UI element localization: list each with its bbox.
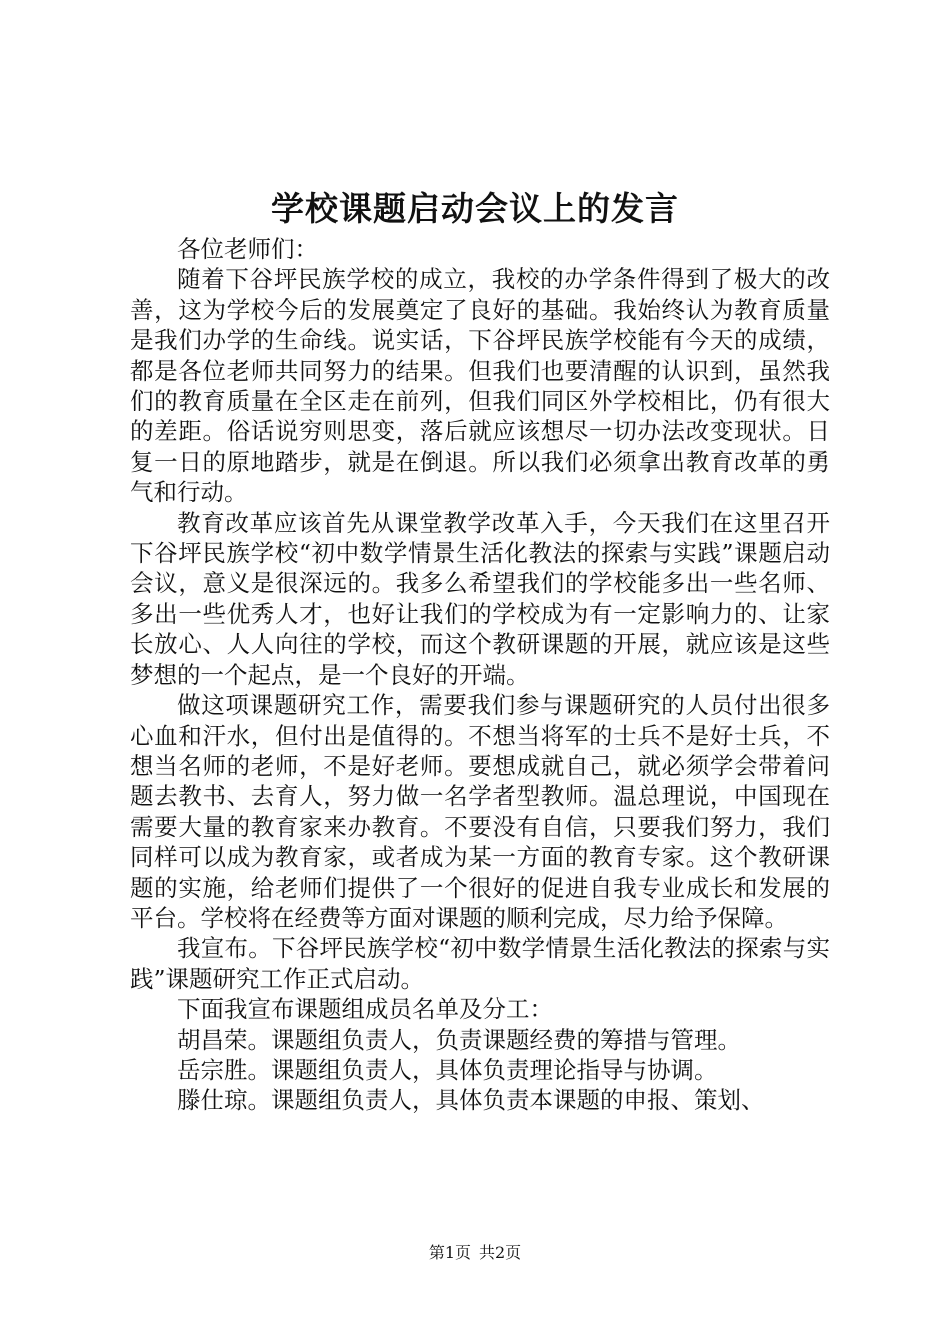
page-footer [0,1242,950,1264]
salutation-paragraph: 各位老师们： [177,235,318,263]
document-title: 学校课题启动会议上的发言 [271,189,679,228]
body-paragraph: 教育改革应该首先从课堂教学改革入手，今天我们在这里召开下谷坪民族学校“初中数学情景生活化教法的探索与实践”课题启动会议，意义是很深远的。我多么希望我们的学校能多出一些名师、多出一些优秀人才，也好让我们的学校成为有一定影响力的、让家长放心、人人向往的学校，而这个教研课题的开展，就应该是这些梦想的一个起点，是一个良好的开端。 [130,508,830,689]
body-paragraph: 做这项课题研究工作，需要我们参与课题研究的人员付出很多心血和汗水，但付出是值得的。不想当将军的士兵不是好士兵，不想当名师的老师，不是好老师。要想成就自己，就必须学会带着问题去教书、去育人，努力做一名学者型教师。温总理说，中国现在需要大量的教育家来办教育。不要没有自信，只要我们努力，我们同样可以成为教育家，或者成为某一方面的教育专家。这个教研课题的实施，给老师们提供了一个很好的促进自我专业成长和发展的平台。学校将在经费等方面对课题的顺利完成，尽力给予保障。 [130,691,830,932]
member-list-item: 岳宗胜。课题组负责人，具体负责理论指导与协调。 [177,1055,718,1084]
document-body [130,234,830,1116]
page-total: 共2页 [479,1243,522,1262]
member-list-item: 滕仕琼。课题组负责人，具体负责本课题的申报、策划、 [177,1086,765,1115]
member-list-intro: 下面我宣布课题组成员名单及分工： [177,995,553,1024]
announcement-paragraph: 我宣布。下谷坪民族学校“初中数学情景生活化教法的探索与实践”课题研究工作正式启动。 [130,934,830,993]
page-number: 第1页 [428,1243,471,1262]
member-list-item: 胡昌荣。课题组负责人，负责课题经费的筹措与管理。 [177,1025,741,1054]
body-paragraph: 随着下谷坪民族学校的成立，我校的办学条件得到了极大的改善，这为学校今后的发展奠定了良好的基础。我始终认为教育质量是我们办学的生命线。说实话，下谷坪民族学校能有今天的成绩，都是各位老师共同努力的结果。但我们也要清醒的认识到，虽然我们的教育质量在全区走在前列，但我们同区外学校相比，仍有很大的差距。俗话说穷则思变，落后就应该想尽一切办法改变现状。日复一日的原地踏步，就是在倒退。所以我们必须拿出教育改革的勇气和行动。 [130,265,830,507]
